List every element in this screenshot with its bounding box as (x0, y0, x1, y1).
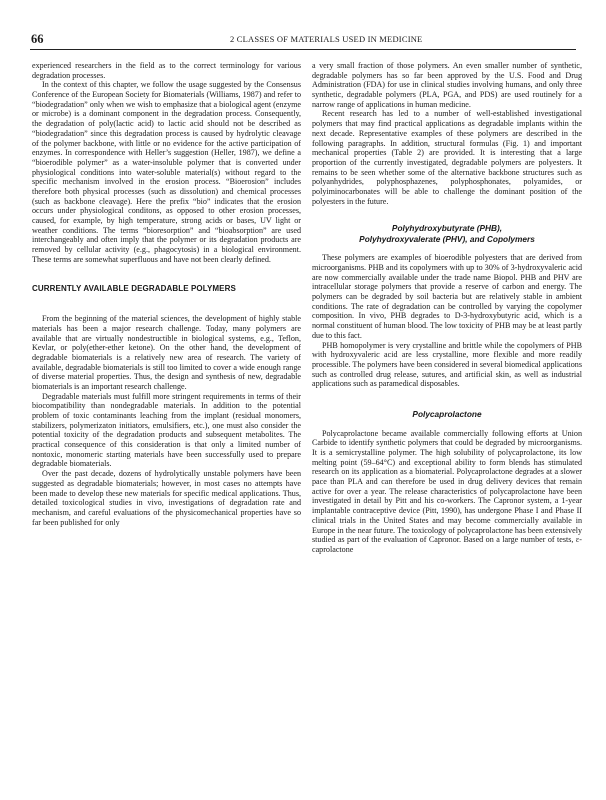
subsection-heading-line: Polyhydroxyvalerate (PHV), and Copolymers (359, 233, 535, 244)
paragraph: PHB homopolymer is very crystalline and brittle while the copolymers of PHB with hydroxyvaleric acid are less crystalline, more flexible and more readily processible. The polymers have been considered in several biomedical applications such as controlled drug release, sutures, and artificial skin, as well as industrial applications such as paramedical disposables. (312, 340, 582, 389)
paragraph: These polymers are examples of bioerodible polyesters that are derived from microorganisms. PHB and its copolymers with up to 30% of 3-hydroxyvaleric acid are now commercially available under the trade name Biopol. PHB and PHV are intracellular storage polymers that provide a reserve of carbon and energy. The polymers can be degraded by soil bacteria but are relatively stable in ambient conditions. The rate of degradation can be controlled by varying the copolymer composition. In vivo, PHB degrades to D-3-hydroxybutyric acid, which is a normal constituent of human blood. The low toxicity of PHB may be at least partly due to this fact. (312, 253, 582, 340)
right-column (312, 61, 582, 555)
paragraph: experienced researchers in the field as to the correct terminology for various degradation processes. (32, 61, 301, 80)
subsection-heading-line: Polyhydroxybutyrate (PHB), (391, 223, 503, 234)
paragraph: Polycaprolactone became available commercially following efforts at Union Carbide to identify synthetic polymers that could be degraded by microorganisms. It is a semicrystalline polymer. The high solubility of polycaprolactone, its low melting point (59–64°C) and exceptional ability to form blends has stimulated research on its application as a biomaterial. Polycaprolactone degrades at a slower pace than PLA and can therefore be used in drug delivery devices that remain active for over a year. The release characteristics of polycaprolactone have been investigated in detail by Pitt and his co-workers. The Capronor system, a 1-year implantable contraceptive device (Pitt, 1990), has undergone Phase I and Phase II clinical trials in the United States and may become commercially available in Europe in the near future. The toxicology of polycaprolactone has been extensively studied as part of the evaluation of Capronor. Based on a large number of tests, ε-caprolactone (312, 428, 582, 554)
page-number: 66 (31, 32, 44, 46)
paragraph: In the context of this chapter, we follow the usage suggested by the Consensus Conference of the European Society for Biomaterials (Williams, 1987) and refer to “biodegradation” only when we wish to emphasize that a biological agent (enzyme or microbe) is a dominant component in the degradation process. Consequently, the degradation of poly(lactic acid) to lactic acid should not be described as “biodegradation” since this degradation process is caused by hydrolytic cleavage of the polymer backbone, with little or no evidence for the active participation of enzymes. In correspondence with Heller’s suggestion (Heller, 1987), we define a “bioerodible polymer” as a water-insoluble polymer that is converted under physiological conditions into water-soluble material(s) without regard to the specific mechanism involved in the erosion process. “Bioerosion” includes therefore both physical processes (such as dissolution) and chemical processes (such as backbone cleavage). Here the prefix “bio” indicates that the erosion occurs under physiological conditons, as opposed to other erosion processes, caused, for example, by high temperature, strong acids or bases, UV light or weather conditions. The terms “bioresorption” and “bioabsorption” are used interchangeably and often imply that the polymer or its degradation products are removed by cellular activity (e.g., phagocytosis) in a biological environment. These terms are somewhat superfluous and have not been clearly defined. (32, 80, 301, 264)
subsection-heading: Polycaprolactone (412, 408, 482, 419)
paragraph: a very small fraction of those polymers. An even smaller number of synthetic, degradable polymers has so far been approved by the U.S. Food and Drug Administration (FDA) for use in clinical studies involving humans, and only three synthetic, degradable polymers (PLA, PGA, and PDS) are used routinely for a narrow range of applications in human medicine. (312, 61, 582, 109)
left-column (32, 61, 301, 527)
section-heading: CURRENTLY AVAILABLE DEGRADABLE POLYMERS (32, 284, 236, 294)
paragraph: Degradable materials must fulfill more stringent requirements in terms of their biocompatibility than nondegradable materials. In addition to the potential problem of toxic contaminants leaching from the implant (residual monomers, stabilizers, polymerizaton initiators, emulsifiers, etc.), one must also consider the potential toxicity of the degradation products and subsequent metabolites. The practical consequence of this consideration is that only a limited number of nontoxic, monomeric starting materials have been successfully used to prepare degradable biomaterials. (32, 391, 301, 469)
page-header (30, 33, 576, 50)
running-head: 2 CLASSES OF MATERIALS USED IN MEDICINE (230, 34, 423, 44)
subsection-heading (312, 223, 582, 244)
paragraph: Recent research has led to a number of well-established investigational polymers that may find practical applications as degradable implants within the next decade. Representative examples of these polymers are described in the following paragraphs. In addition, structural formulas (Fig. 1) and important mechanical properties (Table 2) are provided. It is interesting that a large proportion of the currently investigated, degradable polymers are polyesters. It remains to be seen whether some of the alternative backbone structures such as polyanhydrides, polyphosphazenes, polyphosphonates, polyamides, or polyiminocarbonates will be able to challenge the dominant position of the polyesters in the future. (312, 109, 582, 206)
paragraph: From the beginning of the material sciences, the development of highly stable materials has been a major research challenge. Today, many polymers are available that are virtually nondestructible in biological systems, e.g., Teflon, Kevlar, or poly(ether-ether ketone). On the other hand, the development of degradable biomaterials is a relatively new area of research. The variety of available, degradable biomaterials is still too limited to cover a wide enough range of diverse material properties. Thus, the design and synthesis of new, degradable biomaterials is an important research challenge. (32, 314, 301, 391)
paragraph: Over the past decade, dozens of hydrolytically unstable polymers have been suggested as degradable biomaterials; however, in most cases no attempts have been made to develop these new materials for specific medical applications. Thus, detailed toxicological studies in vivo, investigations of degradation rate and mechanism, and careful evaluations of the physicomechanical properties have so far been published for only (32, 469, 301, 527)
